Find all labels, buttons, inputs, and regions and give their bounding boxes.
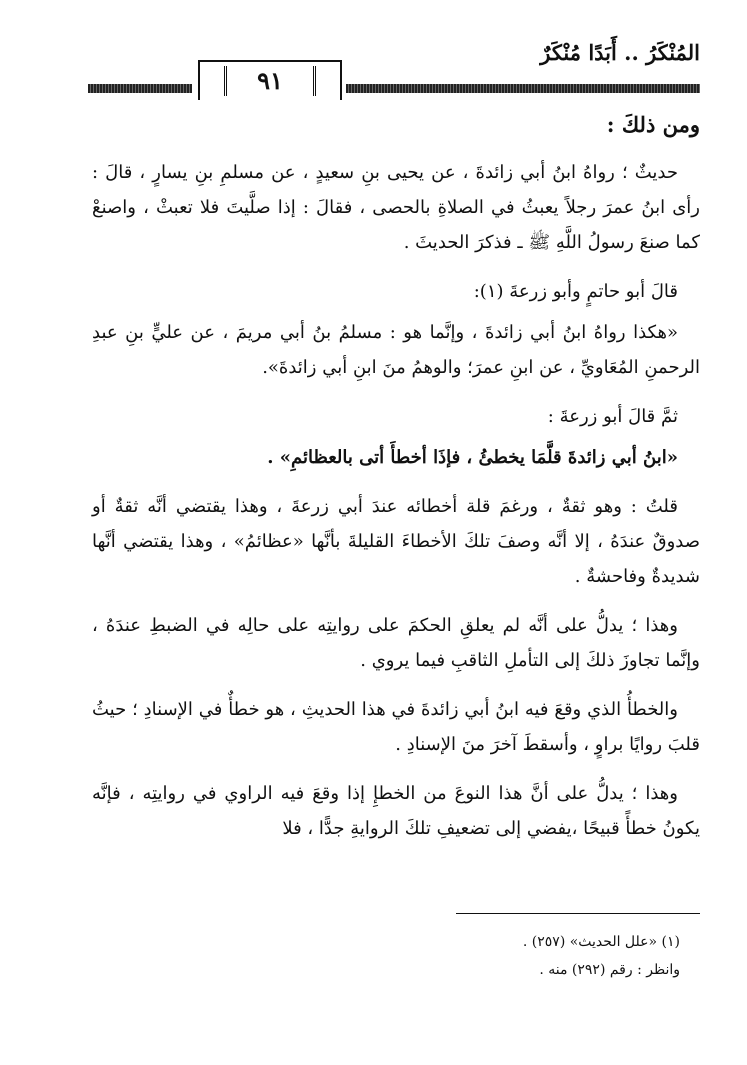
paragraph-comment-3: والخطأُ الذي وقعَ فيه ابنُ أبي زائدةَ في هذا الحديثِ ، هو خطأٌ في الإسنادِ ؛ حيثُ قلبَ روايًا براوٍ ، وأسقطَ آخرَ منَ الإسنادِ .: [92, 699, 700, 755]
footnotes: [380, 928, 680, 984]
paragraph-quote: «هكذا رواهُ ابنُ أبي زائدةَ ، وإنَّما هو : مسلمُ بنُ أبي مريمَ ، عن عليٍّ بنِ عبدِ الرحمنِ المُعَاويِّ ، عن ابنِ عمرَ؛ والوهمُ منَ ابنِ أبي زائدةَ».: [92, 322, 700, 378]
footnote-rule: [456, 913, 700, 914]
paragraph-comment-2: وهذا ؛ يدلُّ على أنَّه لم يعلقِ الحكمَ على روايتِه على حالِه في الضبطِ عندَهُ ، وإنَّما تجاوزَ ذلكَ إلى التأملِ الثاقبِ فيما يروي .: [92, 615, 700, 671]
paragraph-abu-zura-quote: «ابنُ أبي زائدةَ قلَّمَا يخطئُ ، فإذَا أخطأَ أتى بالعظائمِ» .: [267, 447, 678, 468]
section-heading: ومن ذلكَ :: [606, 112, 700, 137]
page-number: ٩١: [224, 66, 316, 96]
paragraph-comment-4: وهذا ؛ يدلُّ على أنَّ هذا النوعَ من الخطإِ إذا وقعَ فيه الراوي في روايتِه ، فإنَّه يكونُ خطأً قبيحًا ،يفضي إلى تضعيفِ تلكَ الروايةِ جدًّا ، فلا: [92, 783, 700, 839]
paragraph-comment-1: قلتُ : وهو ثقةٌ ، ورغمَ قلة أخطائه عندَ أبي زرعةَ ، وهذا يقتضي أنَّه ثقةٌ أو صدوقٌ عندَهُ ، إلا أنَّه وصفَ تلكَ الأخطاءَ القليلةَ بأنَّها «عظائمُ» ، وهذا يقتضي أنَّها شديدةٌ وفاحشةٌ .: [92, 496, 700, 587]
page-header: [88, 32, 700, 98]
header-rule-right: [346, 84, 700, 93]
paragraph-quote-intro: قالَ أبو حاتمٍ وأبو زرعةَ (١):: [473, 281, 678, 302]
header-rule-left: [88, 84, 192, 93]
paragraph-hadith: حديثٌ ؛ رواهُ ابنُ أبي زائدةَ ، عن يحيى بنِ سعيدٍ ، عن مسلمِ بنِ يسارٍ ، قالَ : رأى ابنُ عمرَ رجلاً يعبثُ في الصلاةِ بالحصى ، فقالَ : إذا صلَّيتَ فلا تعبثْ ، واصنعْ كما صنعَ رسولُ اللَّهِ ﷺ ـ فذكرَ الحديثَ .: [92, 162, 700, 253]
footnote-1: (١) «علل الحديث» (٢٥٧) .: [522, 934, 680, 950]
footnote-2: وانظر : رقم (٢٩٢) منه .: [539, 962, 680, 978]
page-body: [92, 104, 700, 860]
page-number-box: [198, 60, 342, 100]
paragraph-abu-zura-intro: ثمَّ قالَ أبو زرعةَ :: [547, 406, 678, 427]
running-title: المُنْكَرُ .. أَبَدًا مُنْكَرٌ: [540, 40, 700, 65]
